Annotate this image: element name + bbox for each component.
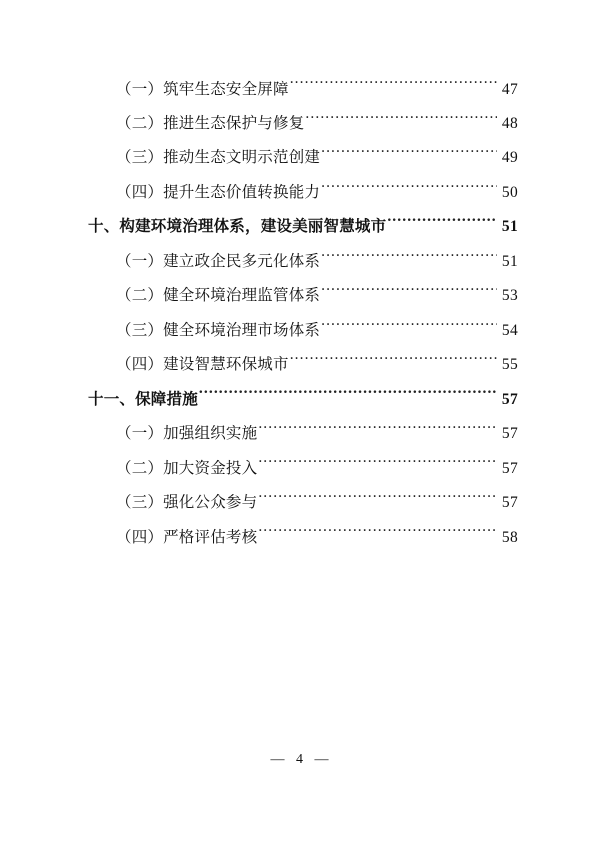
toc-entry-page-number: 57	[501, 425, 518, 443]
toc-leader-dots	[321, 319, 497, 335]
toc-leader-dots	[290, 78, 497, 94]
toc-leader-dots	[258, 526, 497, 542]
toc-leader-dots	[199, 388, 497, 404]
toc-entry-title: （四）严格评估考核	[116, 528, 258, 546]
toc-leader-dots	[321, 147, 497, 163]
toc-entry[interactable]	[88, 285, 518, 308]
toc-entry[interactable]	[88, 78, 518, 101]
toc-leader-dots	[321, 285, 497, 301]
toc-entry-title: （一）筑牢生态安全屏障	[116, 80, 289, 98]
toc-leader-dots	[321, 181, 497, 197]
toc-leader-dots	[258, 423, 497, 439]
toc-entry[interactable]	[88, 388, 518, 411]
toc-entry-page-number: 51	[501, 252, 518, 270]
toc-entry-title: （四）提升生态价值转换能力	[116, 183, 321, 201]
toc-entry[interactable]	[88, 319, 518, 342]
page-footer	[0, 752, 600, 768]
toc-entry[interactable]	[88, 423, 518, 446]
toc-entry-page-number: 51	[501, 218, 518, 236]
toc-entry-page-number: 48	[501, 114, 518, 132]
footer-page-number: 4	[296, 752, 304, 767]
toc-entry[interactable]	[88, 216, 518, 239]
toc-entry[interactable]	[88, 112, 518, 135]
toc-entry-title: （二）加大资金投入	[116, 459, 258, 477]
toc-leader-dots	[258, 457, 497, 473]
toc-entry-title: （三）推动生态文明示范创建	[116, 149, 321, 167]
toc-entry[interactable]	[88, 250, 518, 273]
toc-entry-title: （一）加强组织实施	[116, 425, 258, 443]
toc-entry[interactable]	[88, 457, 518, 480]
toc-entry-page-number: 58	[501, 528, 518, 546]
toc-entry-page-number: 47	[501, 80, 518, 98]
toc-leader-dots	[290, 354, 497, 370]
toc-entry-page-number: 57	[501, 494, 518, 512]
toc-entry-page-number: 55	[501, 356, 518, 374]
toc-entry-title: （一）建立政企民多元化体系	[116, 252, 321, 270]
toc-leader-dots	[321, 250, 497, 266]
toc-leader-dots	[305, 112, 497, 128]
toc-entry-title: （二）推进生态保护与修复	[116, 114, 305, 132]
toc-leader-dots	[258, 492, 497, 508]
footer-dash-right: —	[314, 752, 330, 767]
toc-entry-title: 十一、保障措施	[88, 390, 198, 408]
toc-entry-page-number: 57	[501, 459, 518, 477]
toc-entry-title: （三）强化公众参与	[116, 494, 258, 512]
toc-entry[interactable]	[88, 492, 518, 515]
toc-entry-page-number: 54	[501, 321, 518, 339]
toc-entry-page-number: 53	[501, 287, 518, 305]
toc-entry-title: （四）建设智慧环保城市	[116, 356, 289, 374]
toc-entry-page-number: 50	[501, 183, 518, 201]
toc-leader-dots	[387, 216, 497, 232]
toc-entry[interactable]	[88, 181, 518, 204]
toc-entry-page-number: 49	[501, 149, 518, 167]
toc-entry-title: 十、构建环境治理体系，建设美丽智慧城市	[88, 218, 387, 236]
toc-entry[interactable]	[88, 147, 518, 170]
toc-entry-title: （二）健全环境治理监管体系	[116, 287, 321, 305]
toc-entry[interactable]	[88, 354, 518, 377]
table-of-contents	[88, 78, 518, 561]
toc-entry-title: （三）健全环境治理市场体系	[116, 321, 321, 339]
footer-dash-left: —	[270, 752, 286, 767]
toc-entry-page-number: 57	[501, 390, 518, 408]
toc-entry[interactable]	[88, 526, 518, 549]
